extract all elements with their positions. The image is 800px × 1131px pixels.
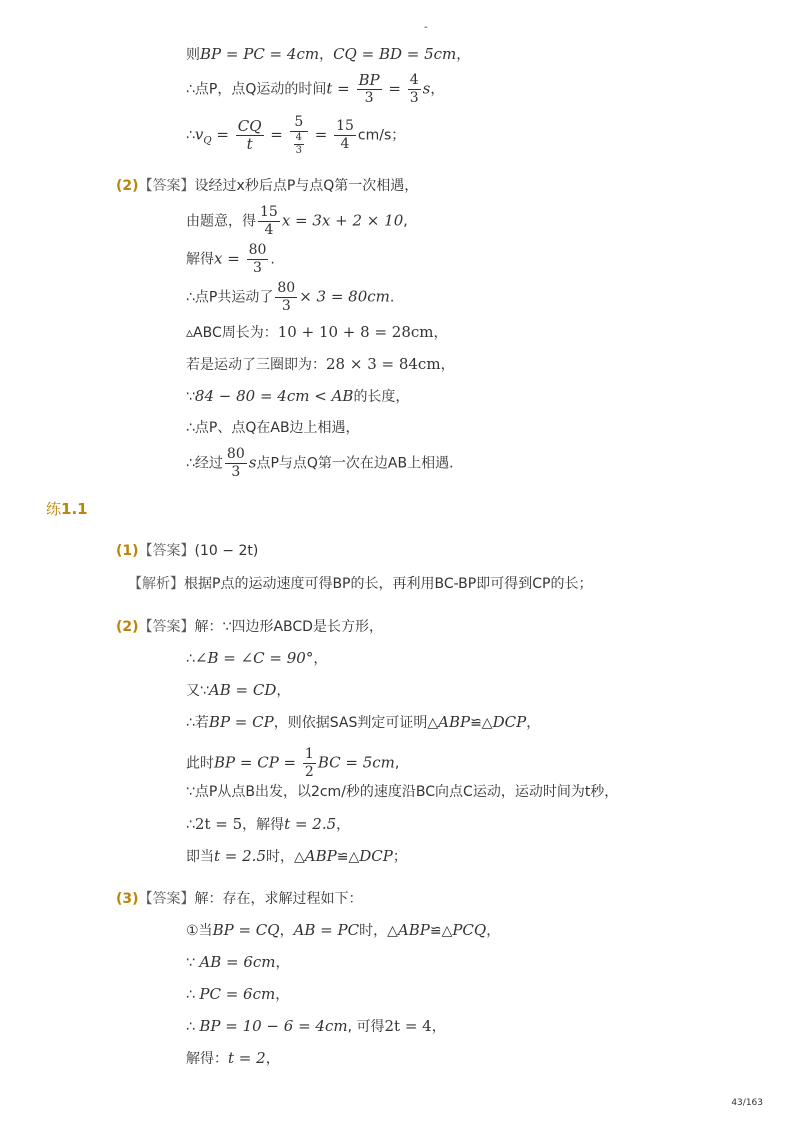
math: DCP — [492, 713, 527, 731]
question-number: (1) — [116, 543, 139, 559]
text: ∴点P共运动了 — [186, 289, 274, 306]
text: 时，△ — [359, 923, 398, 939]
text: ， — [279, 923, 294, 939]
s3-line4 — [186, 1016, 446, 1037]
s2-line1 — [186, 648, 327, 669]
text: ∴ — [186, 651, 195, 667]
page-number: 43/163 — [731, 1098, 763, 1108]
text: ， — [526, 715, 541, 731]
analysis-label: 【解析】 — [128, 576, 184, 592]
math: = — [383, 79, 406, 98]
fraction: $\frac{80}{3}$ — [277, 280, 296, 314]
text: 即当 — [186, 849, 214, 865]
math: 2t = 5 — [194, 815, 243, 833]
q2-line7: ∴点P、点Q在AB边上相遇， — [186, 420, 360, 436]
math: BP = CP = — [214, 753, 301, 772]
text: ， — [456, 47, 471, 63]
math: = — [309, 125, 333, 144]
p1-line1 — [186, 44, 470, 65]
math: BP = PC = 4cm — [200, 45, 320, 63]
text: 根据P点的运动速度可得BP的长，再利用BC-BP即可得到CP的长； — [184, 576, 593, 592]
math: AB = 6cm — [199, 953, 276, 971]
s3-answer-header — [116, 889, 363, 909]
p1-line2 — [186, 72, 444, 107]
math: BC = 5cm — [317, 753, 395, 772]
fraction: $\frac{80}{3}$ — [248, 242, 267, 276]
text: ∴ — [186, 1019, 200, 1035]
text: cm/s； — [357, 127, 406, 144]
fraction: $\frac{15}{4}$ — [260, 204, 278, 238]
text: ， — [276, 683, 291, 699]
math: 10 + 10 + 8 = 28cm — [277, 323, 434, 341]
s1-answer — [116, 541, 258, 561]
text: ∴ — [186, 987, 200, 1003]
text: . — [389, 289, 395, 306]
s3-line5 — [186, 1048, 280, 1069]
math: 2t = 4 — [384, 1017, 432, 1035]
text: 又∵ — [186, 683, 209, 699]
math: PC = 6cm — [199, 985, 276, 1003]
q2-line6 — [186, 386, 409, 407]
text: ， — [440, 357, 455, 373]
p1-line3 — [186, 114, 405, 157]
math: ABP — [438, 713, 471, 731]
text: ， — [486, 923, 501, 939]
math: 84 − 80 = 4cm < AB — [194, 387, 354, 405]
math: AB = PC — [293, 921, 360, 939]
math: × 3 = 80cm — [299, 287, 390, 306]
text: . — [270, 251, 275, 268]
s2-line2 — [186, 680, 290, 701]
math: ABP — [304, 847, 337, 865]
q2-line2 — [186, 242, 275, 277]
math: 28 × 3 = 84cm — [326, 355, 441, 373]
text: 则 — [186, 47, 200, 63]
text: ， — [430, 81, 445, 98]
text: 解得： — [186, 1051, 228, 1067]
math: t = 2.5 — [214, 847, 266, 865]
q2-line3 — [186, 280, 394, 315]
fraction: $\frac{BP}{3}$ — [358, 71, 380, 106]
math: DCP — [359, 847, 393, 865]
fraction: $\frac{5}{\frac{4}{3}}$ — [290, 114, 308, 157]
text: ∵ — [186, 389, 195, 405]
answer-label: 【答案】 — [138, 619, 195, 635]
math-subscript: Q — [203, 135, 212, 147]
math: AB = CD — [208, 681, 277, 699]
text: ， — [275, 955, 290, 971]
text: ； — [392, 849, 407, 865]
s2-line7 — [186, 846, 407, 867]
section-heading — [46, 498, 88, 519]
s2-line6 — [186, 814, 350, 835]
math: ABP — [397, 921, 430, 939]
math: BP = CQ — [212, 921, 280, 939]
text: , — [403, 213, 408, 230]
question-number: (2) — [116, 178, 139, 194]
fraction: $\frac{15}{4}$ — [336, 118, 354, 152]
text: ，解得 — [242, 817, 285, 833]
text: ①当 — [186, 923, 213, 939]
top-mark: - — [424, 22, 428, 33]
text: ∴经过 — [186, 455, 223, 472]
fraction: $\frac{4}{3}$ — [409, 72, 419, 106]
text: ， — [265, 1051, 280, 1067]
s3-line2 — [186, 952, 290, 973]
triangle-symbol: △ — [348, 849, 360, 865]
math: s — [422, 79, 431, 98]
text: 的长度， — [353, 389, 410, 405]
answer-label: 【答案】 — [138, 543, 195, 559]
triangle-symbol: △ — [441, 923, 453, 939]
math: = — [211, 125, 234, 144]
s2-line3 — [186, 712, 540, 733]
text: 若是运动了三圈即为： — [186, 357, 326, 373]
text: ，则依据SAS判定可证明△ — [273, 715, 439, 731]
math: t = 2 — [228, 1049, 266, 1067]
s1-analysis — [128, 574, 592, 594]
math: PCQ — [452, 921, 487, 939]
text: 由题意，得 — [186, 213, 256, 230]
congruent-symbol: ≌ — [470, 715, 482, 731]
s2-line4 — [186, 746, 399, 781]
answer-label: 【答案】 — [138, 178, 195, 194]
math: t = 2.5 — [284, 815, 337, 833]
s3-line3 — [186, 984, 289, 1005]
text: ， — [319, 47, 334, 63]
math: (10 − 2t) — [194, 543, 259, 559]
text: 解得 — [186, 251, 214, 268]
text: ， — [275, 987, 290, 1003]
math: x = — [214, 249, 245, 268]
math: BP = CP — [208, 713, 274, 731]
q2-line4 — [186, 322, 448, 343]
math: s — [248, 453, 257, 472]
fraction: $\frac{1}{2}$ — [304, 746, 314, 780]
text: ， — [431, 1019, 446, 1035]
answer-label: 【答案】 — [138, 891, 195, 907]
s2-line5: ∵点P从点B出发，以2cm/秒的速度沿BC向点C运动，运动时间为t秒， — [186, 784, 619, 800]
fraction: $\frac{CQ}{t}$ — [237, 117, 262, 153]
q2-line5 — [186, 354, 455, 375]
text: ∴若 — [186, 715, 209, 731]
text: ∴ — [186, 127, 195, 144]
triangle-symbol: △ — [481, 715, 493, 731]
text: 此时 — [186, 755, 214, 772]
text: 解：∵四边形ABCD是长方形， — [194, 619, 383, 635]
text: ， — [433, 325, 448, 341]
text: ， — [336, 817, 351, 833]
math: x = 3x + 2 × 10 — [281, 211, 404, 230]
math: CQ = BD = 5cm — [333, 45, 457, 63]
congruent-symbol: ≌ — [429, 923, 442, 939]
math: BP = 10 − 6 = 4cm — [199, 1017, 348, 1035]
q2-line8 — [186, 446, 463, 481]
text: ∵ — [186, 955, 200, 971]
math: ∠B = ∠C = 90° — [194, 649, 314, 667]
text: , — [394, 755, 400, 772]
s2-answer-header — [116, 617, 383, 637]
text: ∴ — [186, 817, 195, 833]
question-number: (3) — [116, 891, 139, 907]
math: v — [194, 125, 204, 144]
text: 时，△ — [266, 849, 305, 865]
math: = — [265, 125, 288, 144]
text: ∴点P，点Q运动的时间 — [186, 81, 327, 98]
section-number: 1.1 — [61, 500, 88, 518]
math: t = — [326, 79, 355, 98]
question-number: (2) — [116, 619, 139, 635]
nested-fraction: $\frac{4}{3}$ — [295, 132, 302, 156]
congruent-symbol: ≌ — [336, 849, 349, 865]
text: , 可得 — [347, 1019, 385, 1035]
text: ▵ABC周长为： — [186, 325, 278, 341]
q2-answer-header — [116, 176, 418, 196]
section-prefix: 练 — [46, 500, 62, 518]
text: 解：存在，求解过程如下： — [194, 891, 363, 907]
text: 点P与点Q第一次在边AB上相遇． — [256, 455, 464, 472]
text: ， — [313, 651, 328, 667]
text: 设经过x秒后点P与点Q第一次相遇， — [194, 178, 419, 194]
q2-line1 — [186, 204, 408, 239]
s3-line1 — [186, 920, 500, 941]
fraction: $\frac{80}{3}$ — [226, 446, 245, 480]
